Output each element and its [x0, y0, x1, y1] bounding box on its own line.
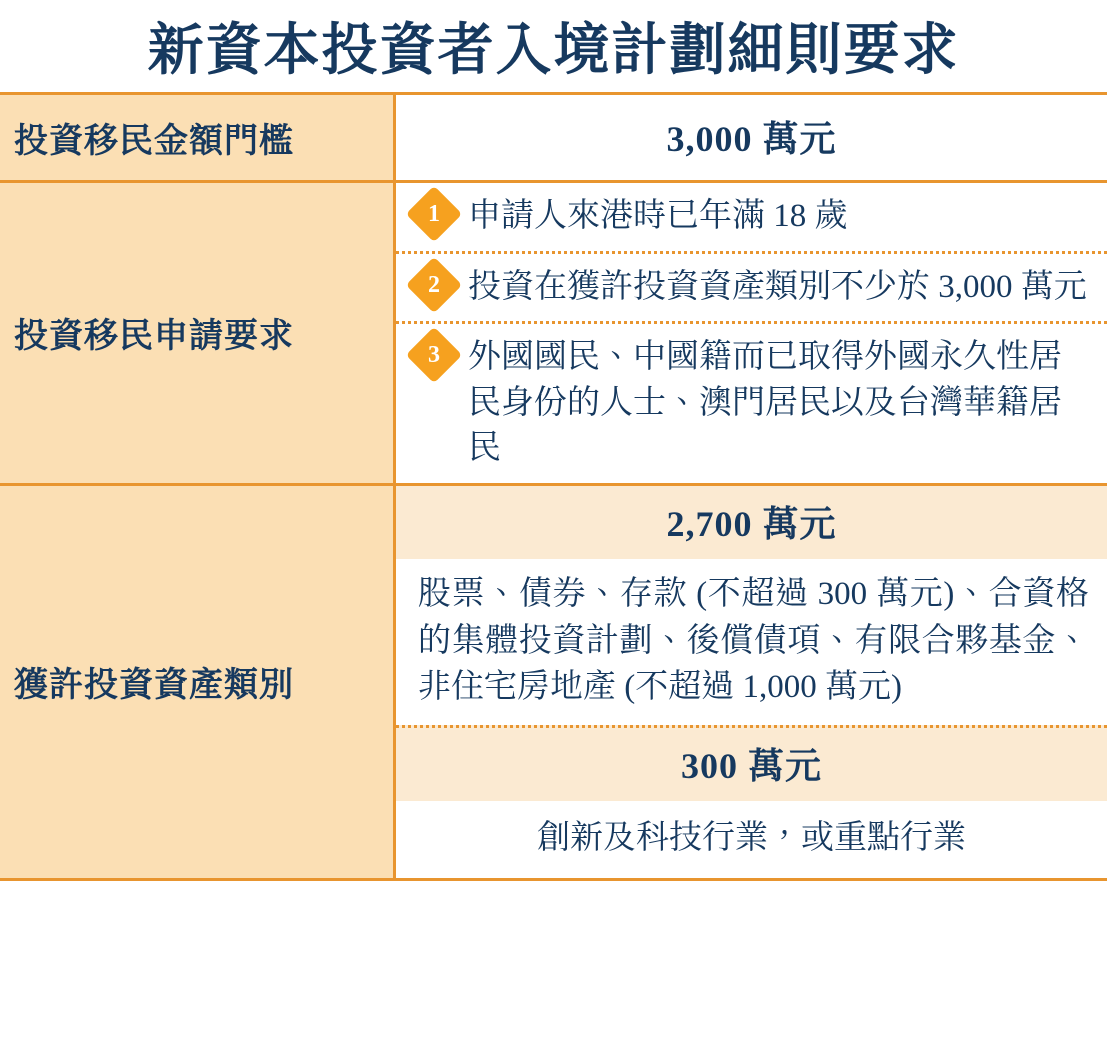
threshold-amount: 3,000 萬元 — [396, 95, 1107, 180]
requirement-text: 外國國民、中國籍而已取得外國永久性居民身份的人士、澳門居民以及台灣華籍居民 — [468, 339, 1062, 467]
title-bar — [0, 0, 1107, 92]
number-badge-icon — [406, 256, 463, 313]
table-row-threshold — [0, 95, 1107, 180]
table-row-requirements — [0, 180, 1107, 483]
requirements-table — [0, 92, 1107, 881]
requirement-text: 申請人來港時已年滿 18 歲 — [468, 198, 848, 234]
row-label-threshold: 投資移民金額門檻 — [0, 95, 396, 180]
row-content-threshold — [396, 95, 1107, 180]
row-label-requirements: 投資移民申請要求 — [0, 183, 396, 483]
number-badge-icon — [406, 327, 463, 384]
list-item — [396, 321, 1107, 483]
row-content-requirements — [396, 183, 1107, 483]
page-title: 新資本投資者入境計劃細則要求 — [147, 20, 960, 82]
list-item — [396, 183, 1107, 251]
row-label-asset-classes: 獲許投資資產類別 — [0, 486, 396, 878]
badge-number: 3 — [428, 342, 440, 369]
list-item — [396, 251, 1107, 322]
asset-detail-primary: 股票、債券、存款 (不超過 300 萬元)、合資格的集體投資計劃、後償債項、有限合夥基金、非住宅房地產 (不超過 1,000 萬元) — [418, 575, 1089, 706]
asset-amount-primary: 2,700 萬元 — [396, 486, 1107, 559]
number-badge-icon — [406, 186, 463, 243]
table-row-asset-classes — [0, 483, 1107, 878]
badge-number: 1 — [428, 201, 440, 227]
asset-detail-secondary: 創新及科技行業，或重點行業 — [537, 820, 966, 857]
requirement-text: 投資在獲許投資資產類別不少於 3,000 萬元 — [468, 268, 1087, 305]
badge-number: 2 — [428, 271, 440, 298]
row-content-asset-classes — [396, 486, 1107, 878]
asset-amount-secondary: 300 萬元 — [396, 725, 1107, 801]
